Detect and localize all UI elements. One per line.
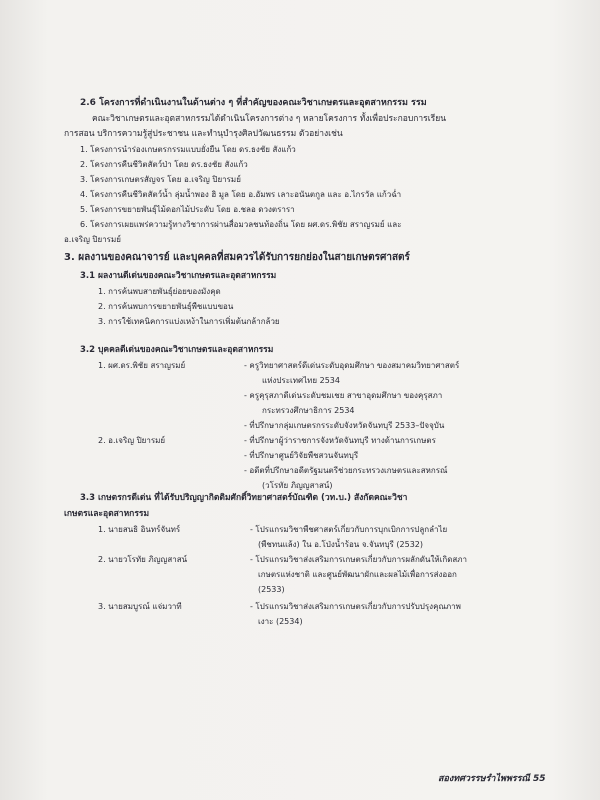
farmer-name: 2. นายวโรทัย ภิญญสาสน์ [98,555,188,564]
page-footer: สองทศวรรษรำไพพรรณี 55 [438,774,546,784]
project-item: 3. โครงการเกษตรสัญจร โดย อ.เจริญ ปิยารมย์ [80,175,241,184]
project-item: 2. โครงการคืนชีวิตสัตว์ป่า โดย ดร.ธงชัย สังแก้ว [80,160,248,169]
person-detail-line: แห่งประเทศไทย 2534 [262,376,340,385]
farmer-detail-line: เกษตรแห่งชาติ และศูนย์พัฒนาผักและผลไม้เพื่อการส่งออก [258,570,457,579]
achievement-item: 3. การใช้เทคนิคการแบ่งเหง้าในการเพิ่มต้นกล้ากล้วย [98,317,280,326]
section-3-3-heading: 3.3 เกษตรกรดีเด่น ที่ได้รับปริญญากิตติมศักดิ์วิทยาศาสตร์บัณฑิต (วท.บ.) สังกัดคณะวิชา [80,493,408,503]
farmer-detail-line: เงาะ (2534) [258,617,303,626]
person-detail-line: - ที่ปรึกษาศูนย์วิจัยพืชสวนจันทบุรี [244,451,359,460]
farmer-name: 3. นายสมบูรณ์ แจ่มวาที [98,602,182,611]
person-detail-line: - อดีตที่ปรึกษาอดีตรัฐมนตรีช่วยกระทรวงเกษตรและสหกรณ์ [244,466,448,475]
farmer-name: 1. นายสนธิ อินทร์จันทร์ [98,525,181,534]
farmer-detail-line: - โปรแกรมวิชาพืชศาสตร์เกี่ยวกับการบุกเบิกการปลูกลำไย [250,525,448,534]
person-name: 2. อ.เจริญ ปิยารมย์ [98,436,166,445]
section-2-6-intro-line-2: การสอน บริการความรู้สู่ประชาชน และทำนุบำรุงศิลปวัฒนธรรม ตัวอย่างเช่น [64,129,343,139]
project-item: 1. โครงการนำร่องเกษตรกรรมแบบยั่งยืน โดย ดร.ธงชัย สังแก้ว [80,145,296,154]
project-item: 6. โครงการเผยแพร่ความรู้ทางวิชาการผ่านสื่อมวลชนท้องถิ่น โดย ผศ.ดร.พิชัย สราญรมย์ และ [80,220,402,229]
section-3-2-heading: 3.2 บุคคลดีเด่นของคณะวิชาเกษตรและอุตสาหกรรม [80,345,274,355]
farmer-detail-line: - โปรแกรมวิชาส่งเสริมการเกษตรเกี่ยวกับการปรับปรุงคุณภาพ [250,602,461,611]
farmer-detail-line: (พืชทนแล้ง) ใน อ.โป่งน้ำร้อน จ.จันทบุรี (2532) [258,540,423,549]
project-item: 5. โครงการขยายพันธุ์ไม้ดอกไม้ประดับ โดย อ.ชลอ ดวงตรารา [80,205,295,214]
person-detail-line: (วโรทัย ภิญญสาสน์) [262,481,333,490]
section-3-3-heading-continuation: เกษตรและอุตสาหกรรม [64,509,150,519]
person-detail-line: - ที่ปรึกษาผู้ว่าราชการจังหวัดจันทบุรี ทางด้านการเกษตร [244,436,436,445]
person-detail-line: - ครูวิทยาศาสตร์ดีเด่นระดับอุดมศึกษา ของสมาคมวิทยาศาสตร์ [244,361,460,370]
person-detail-line: กระทรวงศึกษาธิการ 2534 [262,406,355,415]
section-3-1-heading: 3.1 ผลงานดีเด่นของคณะวิชาเกษตรและอุตสาหกรรม [80,271,277,281]
section-3-heading: 3. ผลงานของคณาจารย์ และบุคคลที่สมควรได้รับการยกย่องในสายเกษตรศาสตร์ [64,252,410,263]
achievement-item: 2. การค้นพบการขยายพันธุ์พืชแบบขอน [98,302,234,311]
project-item-continuation: อ.เจริญ ปิยารมย์ [64,235,121,244]
section-2-6-intro-line-1: คณะวิชาเกษตรและอุตสาหกรรมได้ดำเนินโครงการต่าง ๆ หลายโครงการ ทั้งเพื่อประกอบการเรียน [92,114,446,124]
farmer-detail-line: (2533) [258,585,285,594]
person-detail-line: - ที่ปรึกษากลุ่มเกษตรกรระดับจังหวัดจันทบุรี 2533–ปัจจุบัน [244,421,445,430]
achievement-item: 1. การค้นพบสายพันธุ์ย่อยของมังคุด [98,287,221,296]
farmer-detail-line: - โปรแกรมวิชาส่งเสริมการเกษตรเกี่ยวกับการผลักดันให้เกิดสภา [250,555,468,564]
person-name: 1. ผศ.ดร.พิชัย สราญรมย์ [98,361,186,370]
project-item: 4. โครงการคืนชีวิตสัตว์น้ำ ลุ่มน้ำพอง ฮิ มูล โดย อ.อัมพร เลาะอนันตกูล และ อ.ไกรวัล แก้วฉ่ำ [80,190,402,199]
person-detail-line: - ครูคุรุสภาดีเด่นระดับชมเชย สาขาอุดมศึกษา ของคุรุสภา [244,391,443,400]
section-2-6-heading: 2.6 โครงการที่ดำเนินงานในด้านต่าง ๆ ที่สำคัญของคณะวิชาเกษตรและอุตสาหกรรม รรม [80,98,427,108]
